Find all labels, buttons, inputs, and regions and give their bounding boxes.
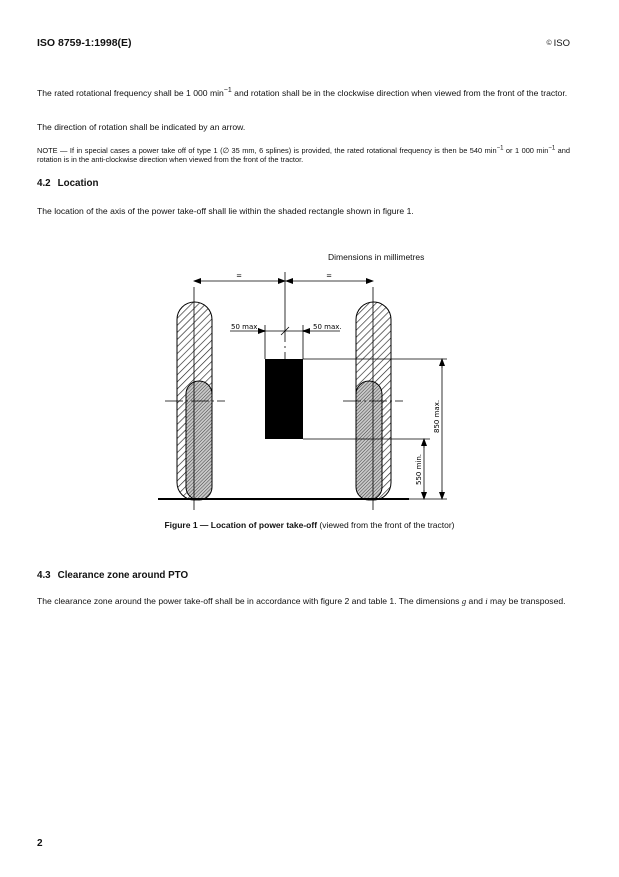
document-id: ISO 8759-1:1998(E) (37, 37, 132, 49)
text: and rotation is in the anti-clockwise direction when viewed from the front of the tractor. (37, 146, 571, 164)
equal-mark-left: = (236, 272, 242, 280)
superscript: −1 (548, 145, 556, 152)
pto-location-rectangle (265, 359, 303, 439)
location-paragraph: The location of the axis of the power take-off shall lie within the shaded rectangle shown in figure 1. (37, 206, 414, 216)
text: or 1 000 min (503, 146, 549, 155)
label-550-min: 550 min. (415, 453, 423, 485)
superscript: −1 (223, 87, 232, 95)
text: may be transposed. (487, 596, 566, 606)
text: and (466, 596, 486, 606)
superscript: −1 (496, 145, 504, 152)
section-title: Clearance zone around PTO (57, 570, 189, 581)
section-number: 4.3 (37, 570, 51, 581)
equal-mark-right: = (326, 272, 332, 280)
variable-i: i (485, 596, 488, 606)
dimensions-note: Dimensions in millimetres (328, 252, 425, 262)
clearance-zone-paragraph (37, 595, 570, 608)
label-850-max: 850 max. (433, 399, 441, 433)
label-50-max-right: 50 max. (313, 323, 342, 331)
copyright-icon: © (546, 40, 552, 47)
text: NOTE — If in special cases a power take off of type 1 (∅ 35 mm, 6 splines) is provided, the rated rotational frequency is then be 540 min (37, 146, 497, 155)
section-heading-4-3 (37, 570, 188, 581)
text: The clearance zone around the power take-off shall be in accordance with figure 2 and table 1. The dimensions (37, 596, 462, 606)
rotation-arrow-paragraph: The direction of rotation shall be indicated by an arrow. (37, 122, 246, 132)
section-number: 4.2 (37, 178, 51, 189)
section-title: Location (57, 178, 99, 189)
text: The rated rotational frequency shall be 1 000 min (37, 88, 224, 98)
figure-1-caption (0, 520, 619, 530)
right-wheel (343, 287, 403, 510)
left-wheel (165, 287, 225, 510)
page-number: 2 (37, 838, 43, 849)
variable-g: g (461, 596, 467, 606)
text: and rotation shall be in the clockwise direction when viewed from the front of the tractor. (231, 88, 568, 98)
label-50-max-left: 50 max. (231, 323, 260, 331)
caption-title: Figure 1 — Location of power take-off (164, 520, 318, 530)
copyright-owner: ISO (553, 38, 570, 49)
caption-subtitle: (viewed from the front of the tractor) (317, 520, 455, 530)
